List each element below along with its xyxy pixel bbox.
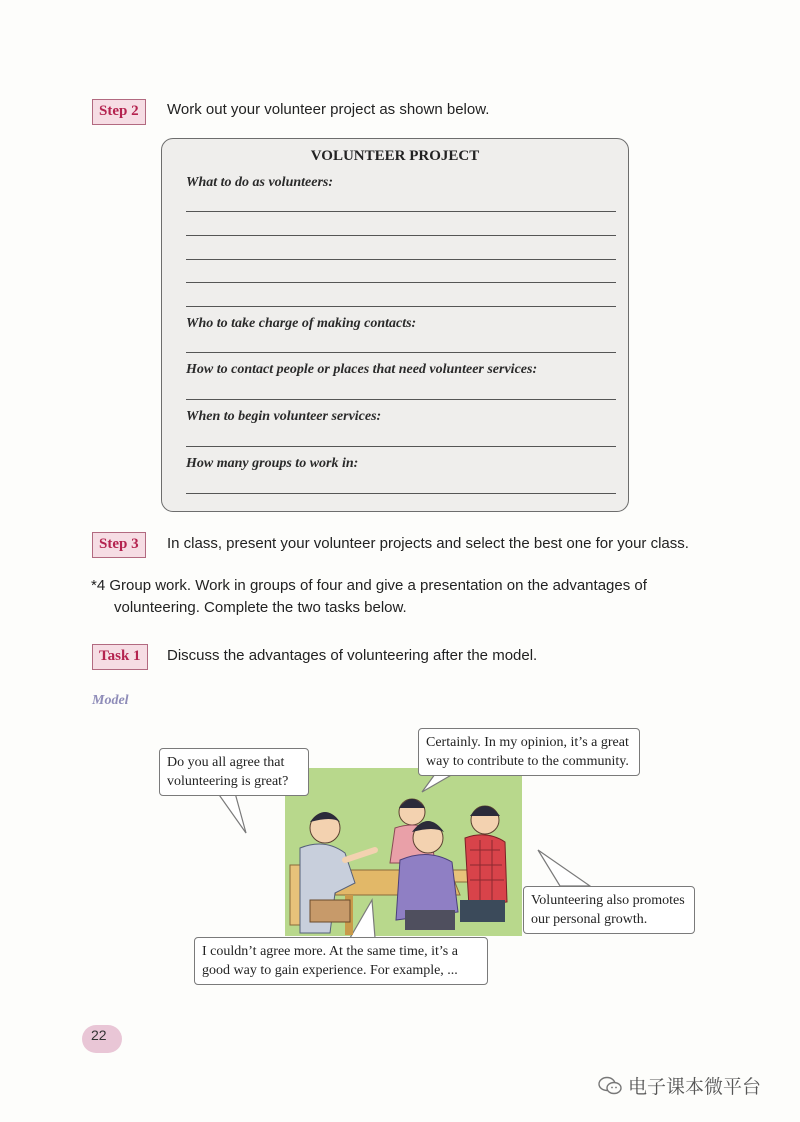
page-number: 22 bbox=[91, 1027, 107, 1043]
watermark-text: 电子课本微平台 bbox=[628, 1077, 762, 1098]
form-title: VOLUNTEER PROJECT bbox=[310, 148, 480, 164]
item4-line1: *4 Group work. Work in groups of four and give a presentation on the advantages of bbox=[91, 577, 647, 594]
answer-line[interactable] bbox=[186, 282, 616, 283]
volunteer-project-form bbox=[161, 138, 629, 512]
answer-line[interactable] bbox=[186, 306, 616, 307]
answer-line[interactable] bbox=[186, 399, 616, 400]
question-when-to-begin: When to begin volunteer services: bbox=[186, 409, 382, 424]
question-who-contacts: Who to take charge of making contacts: bbox=[186, 316, 417, 331]
answer-line[interactable] bbox=[186, 352, 616, 353]
wechat-icon bbox=[598, 1076, 622, 1096]
speech-bubble-1 bbox=[159, 748, 309, 796]
answer-line[interactable] bbox=[186, 211, 616, 212]
bubble4-line2: good way to gain experience. For example, ... bbox=[202, 963, 458, 978]
question-how-to-contact: How to contact people or places that need volunteer services: bbox=[186, 362, 538, 377]
bubble1-line2: volunteering is great? bbox=[167, 774, 289, 789]
step2-instruction: Work out your volunteer project as shown below. bbox=[167, 101, 490, 118]
legs bbox=[310, 900, 350, 922]
person-body bbox=[465, 835, 507, 907]
bubble4-line1: I couldn’t agree more. At the same time, it’s a bbox=[202, 944, 458, 959]
answer-line[interactable] bbox=[186, 493, 616, 494]
bubble3-tail bbox=[538, 850, 590, 886]
step2-tag: Step 2 bbox=[92, 99, 146, 125]
bubble3-line1: Volunteering also promotes bbox=[531, 893, 685, 908]
bubble2-line2: way to contribute to the community. bbox=[426, 754, 629, 769]
question-what-to-do: What to do as volunteers: bbox=[186, 175, 334, 190]
answer-line[interactable] bbox=[186, 446, 616, 447]
step3-instruction: In class, present your volunteer projects and select the best one for your class. bbox=[167, 535, 689, 552]
speech-bubble-3 bbox=[523, 886, 695, 934]
answer-line[interactable] bbox=[186, 259, 616, 260]
step3-tag: Step 3 bbox=[92, 532, 146, 558]
task1-tag: Task 1 bbox=[92, 644, 148, 670]
speech-bubble-4 bbox=[194, 937, 488, 985]
legs bbox=[460, 900, 505, 922]
legs bbox=[405, 910, 455, 930]
answer-line[interactable] bbox=[186, 235, 616, 236]
question-how-many-groups: How many groups to work in: bbox=[186, 456, 359, 471]
bubble2-line1: Certainly. In my opinion, it’s a great bbox=[426, 735, 629, 750]
speech-bubble-2 bbox=[418, 728, 640, 776]
bubble1-line1: Do you all agree that bbox=[167, 755, 285, 770]
model-label: Model bbox=[92, 693, 129, 708]
task1-instruction: Discuss the advantages of volunteering after the model. bbox=[167, 647, 538, 664]
watermark bbox=[598, 1072, 761, 1099]
bubble3-line2: our personal growth. bbox=[531, 912, 648, 927]
item4-line2: volunteering. Complete the two tasks below. bbox=[114, 599, 407, 616]
